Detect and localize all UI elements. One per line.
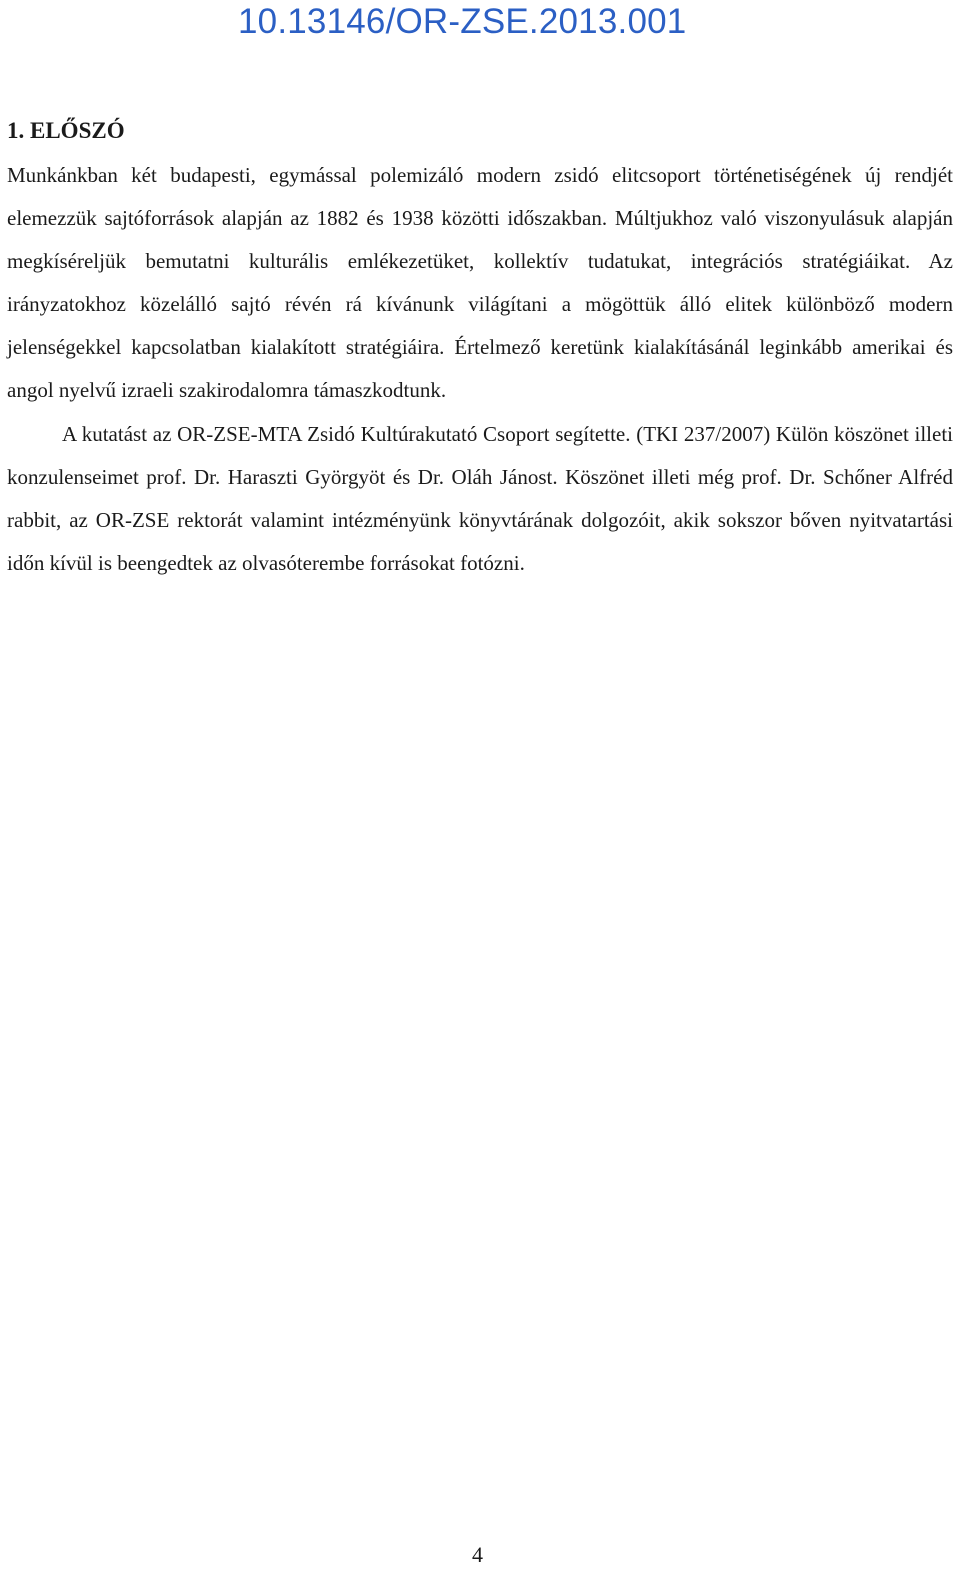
- section-heading: 1. ELŐSZÓ: [7, 118, 125, 143]
- page-number: 4: [472, 1542, 483, 1567]
- body-text: [7, 154, 953, 585]
- paragraph-acknowledgements: A kutatást az OR-ZSE-MTA Zsidó Kultúrakutató Csoport segítette. (TKI 237/2007) Külön köszönet illeti konzulenseimet prof. Dr. Haraszti Györgyöt és Dr. Oláh Jánost. Köszönet illeti még prof. Dr. Schőner Alfréd rabbit, az OR-ZSE rektorát valamint intézményünk könyvtárának dolgozóit, akik sokszor bőven nyitvatartási időn kívül is beengedtek az olvasóterembe forrásokat fotózni.: [7, 421, 953, 575]
- paragraph-intro: Munkánkban két budapesti, egymással polemizáló modern zsidó elitcsoport történetiségének új rendjét elemezzük sajtóforrások alapján az 1882 és 1938 közötti időszakban. Múltjukhoz való viszonyulásuk alapján megkíséreljük bemutatni kulturális emlékezetüket, kollektív tudatukat, integrációs stratégiáikat. Az irányzatokhoz közelálló sajtó révén rá kívánunk világítani a mögöttük álló elitek különböző modern jelenségekkel kapcsolatban kialakított stratégiáira. Értelmező keretünk kialakításánál leginkább amerikai és angol nyelvű izraeli szakirodalomra támaszkodtunk.: [7, 163, 953, 403]
- doi-header: 10.13146/OR-ZSE.2013.001: [238, 2, 687, 41]
